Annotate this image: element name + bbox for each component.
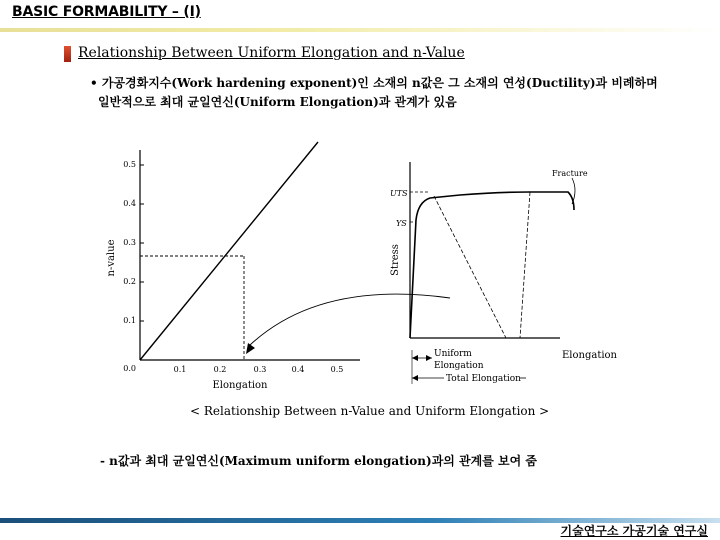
fracture-label: Fracture [552,169,588,178]
page-title: BASIC FORMABILITY – (I) [12,4,201,20]
stress-strain-curve [410,192,574,338]
y-tick-0-0: 0.0 [123,364,136,373]
x-tick-0-4: 0.4 [291,365,305,374]
uts-label: UTS [390,189,408,198]
left-x-label: Elongation [212,380,268,391]
x-tick-0-5: 0.5 [330,365,344,374]
right-y-label: Stress [390,244,401,276]
y-tick-0-4: 0.4 [123,199,136,208]
relation-arrow [250,294,450,345]
figure-caption: < Relationship Between n-Value and Uniform Elongation > [190,404,550,418]
n-value-line [140,142,318,360]
y-tick-0-2: 0.2 [123,277,136,286]
uniform-unload-line [434,196,506,338]
y-tick-0-1: 0.1 [123,316,136,325]
x-tick-0-2: 0.2 [213,365,227,374]
total-label: Total Elongation [446,374,521,384]
right-x-label: Elongation [562,350,617,361]
bullet-line-2: 일반적으로 최대 균일연신(Uniform Elongation)과 관계가 있음 [98,95,457,109]
uniform-label-line-1: Uniform [434,349,472,359]
y-tick-0-3: 0.3 [123,238,136,247]
total-unload-line [520,192,530,338]
note-text: - n값과 최대 균일연신(Maximum uniform elongation)과의 관계를 보여 줌 [100,454,537,468]
bullet-paragraph [90,74,710,112]
section-heading: Relationship Between Uniform Elongation and n-Value [78,45,465,61]
section-marker-icon [64,46,71,62]
title-underline-rule [0,28,720,32]
bullet-line-1: • 가공경화지수(Work hardening exponent)인 소재의 n값은 그 소재의 연성(Ductility)과 비례하며 [90,76,658,90]
ys-label: YS [396,219,407,228]
footer-label: 기술연구소 가공기술 연구실 [560,524,708,538]
x-tick-0-1: 0.1 [173,365,187,374]
stress-strain-graph [390,162,618,384]
left-y-label: n-value [106,239,117,277]
uniform-label-line-2: Elongation [434,361,484,371]
figure [100,140,617,391]
x-tick-0-3: 0.3 [253,365,267,374]
y-tick-0-5: 0.5 [123,160,136,169]
